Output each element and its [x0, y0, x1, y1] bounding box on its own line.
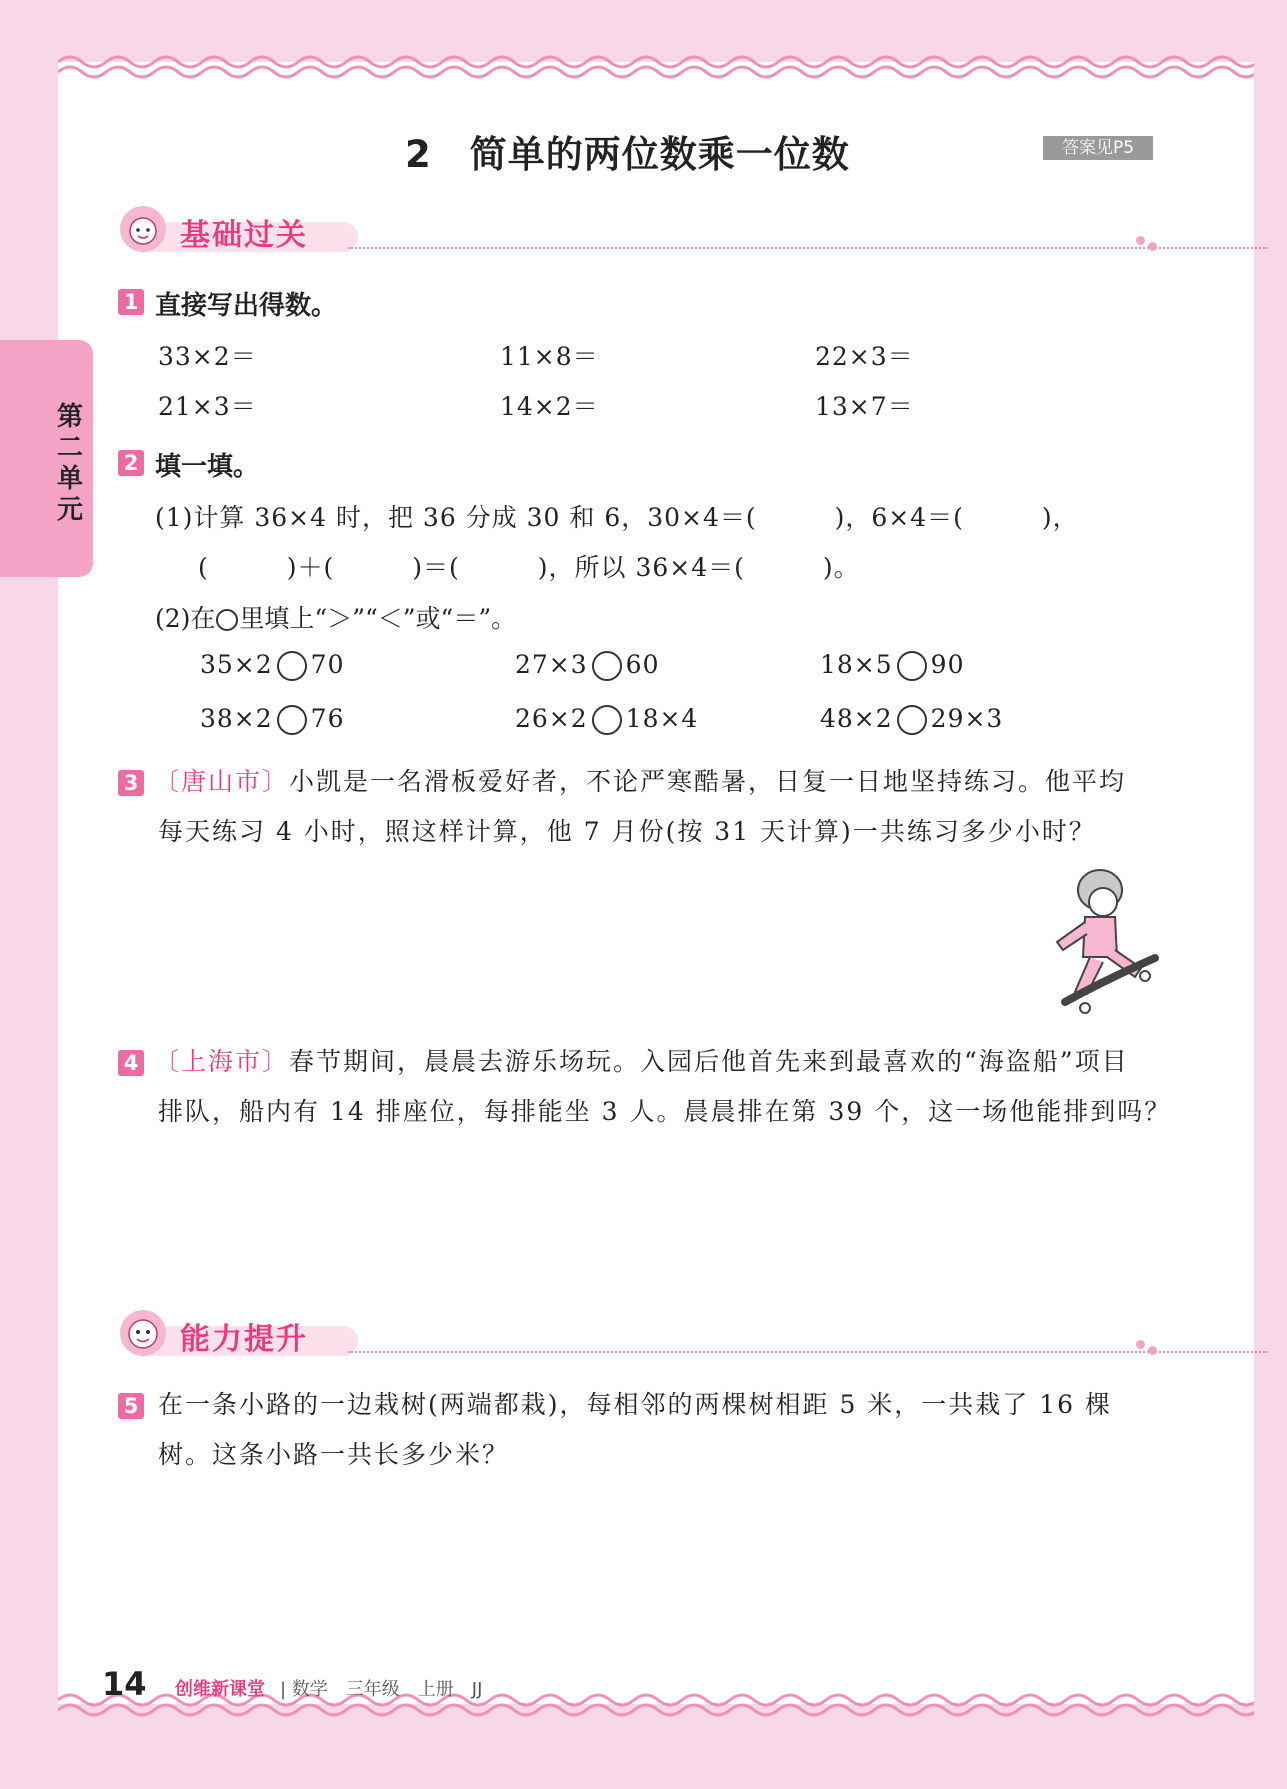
- compare-left: 35×2: [200, 650, 273, 679]
- footer-book-info: | 数学 三年级 上册 JJ: [280, 1679, 483, 1700]
- section-header-advanced: [118, 1308, 1158, 1358]
- compare-blank-circle[interactable]: [277, 651, 307, 681]
- q2-part2-suffix: 里填上“＞”“＜”或“＝”。: [239, 604, 517, 633]
- compare-blank-circle[interactable]: [897, 705, 927, 735]
- calc-item: 14×2＝: [500, 392, 599, 421]
- q5-text: [158, 1380, 1112, 1480]
- compare-left: 26×2: [515, 704, 588, 733]
- q4-line2: 排队，船内有 14 排座位，每排能坐 3 人。晨晨排在第 39 个，这一场他能排到吗？: [158, 1097, 1172, 1126]
- decor-dot: [1136, 1340, 1145, 1349]
- section-header-basic: [118, 204, 1158, 254]
- calc-item: 13×7＝: [815, 392, 914, 421]
- compare-left: 27×3: [515, 650, 588, 679]
- compare-item: [820, 704, 1003, 735]
- calc-item: 22×3＝: [815, 342, 914, 371]
- q2-part1-line2: ( )＋( )＝( )，所以 36×4＝( )。: [198, 553, 860, 582]
- q5-line2: 树。这条小路一共长多少米？: [158, 1440, 510, 1469]
- answer-reference-badge: 答案见P5: [1043, 136, 1153, 160]
- decor-dot: [1148, 242, 1157, 251]
- page-number: 14: [102, 1665, 147, 1703]
- calc-item: 21×3＝: [158, 392, 257, 421]
- compare-blank-circle[interactable]: [592, 705, 622, 735]
- compare-blank-circle[interactable]: [277, 705, 307, 735]
- compare-item: [515, 650, 659, 681]
- compare-left: 38×2: [200, 704, 273, 733]
- calc-item: 33×2＝: [158, 342, 257, 371]
- unit-side-label: 第二单元: [56, 402, 83, 525]
- calc-item: 11×8＝: [500, 342, 599, 371]
- q4-text: [154, 1037, 1172, 1137]
- compare-right: 76: [310, 704, 345, 733]
- question-number: 1: [118, 289, 144, 315]
- compare-left: 48×2: [820, 704, 893, 733]
- question-title: 直接写出得数。: [155, 291, 338, 321]
- section-title-basic: 基础过关: [180, 218, 308, 253]
- decor-dot: [1148, 1346, 1157, 1355]
- region-tag: 〔唐山市〕: [154, 767, 290, 796]
- q2-part2-prefix: (2)在: [155, 604, 216, 633]
- q2-part2-instruction: [155, 599, 516, 635]
- circle-icon: [216, 609, 238, 631]
- question-number: 4: [118, 1050, 144, 1076]
- girl-mascot-icon: [118, 204, 168, 254]
- compare-item: [515, 704, 698, 735]
- question-number: 5: [118, 1393, 144, 1419]
- compare-right: 70: [310, 650, 345, 679]
- region-tag: 〔上海市〕: [154, 1047, 290, 1076]
- compare-right: 90: [930, 650, 965, 679]
- compare-item: [820, 650, 964, 681]
- skateboarder-illustration: [1045, 862, 1163, 1017]
- decor-dot: [1136, 236, 1145, 245]
- compare-right: 60: [625, 650, 660, 679]
- section-dotted-line: [348, 1351, 1268, 1353]
- compare-left: 18×5: [820, 650, 893, 679]
- q2-part1-line1: (1)计算 36×4 时，把 36 分成 30 和 6，30×4＝( )，6×4＝( )，: [155, 503, 1079, 532]
- question-number: 2: [118, 450, 144, 476]
- q3-line1: [154, 757, 1126, 807]
- compare-item: [200, 704, 344, 735]
- q3-line2: 每天练习 4 小时，照这样计算，他 7 月份(按 31 天计算)一共练习多少小时？: [158, 817, 1096, 846]
- q4-line1-text: 春节期间，晨晨去游乐场玩。入园后他首先来到最喜欢的“海盗船”项目: [289, 1047, 1129, 1076]
- question-title: 填一填。: [155, 452, 260, 482]
- page-title: 2 简单的两位数乘一位数: [405, 133, 850, 176]
- footer-brand: 创维新课堂: [175, 1679, 265, 1700]
- compare-blank-circle[interactable]: [897, 651, 927, 681]
- section-dotted-line: [348, 247, 1268, 249]
- compare-blank-circle[interactable]: [592, 651, 622, 681]
- compare-right: 18×4: [625, 704, 699, 733]
- section-title-advanced: 能力提升: [180, 1322, 308, 1357]
- q3-line1-text: 小凯是一名滑板爱好者，不论严寒酷暑，日复一日地坚持练习。他平均: [289, 767, 1127, 796]
- compare-item: [200, 650, 344, 681]
- question-number: 3: [118, 770, 144, 796]
- monkey-mascot-icon: [118, 1308, 168, 1358]
- q4-line1: [154, 1037, 1171, 1087]
- q3-text: [154, 757, 1127, 857]
- compare-right: 29×3: [930, 704, 1004, 733]
- q5-line1: 在一条小路的一边栽树(两端都栽)，每相邻的两棵树相距 5 米，一共栽了 16 棵: [158, 1390, 1113, 1419]
